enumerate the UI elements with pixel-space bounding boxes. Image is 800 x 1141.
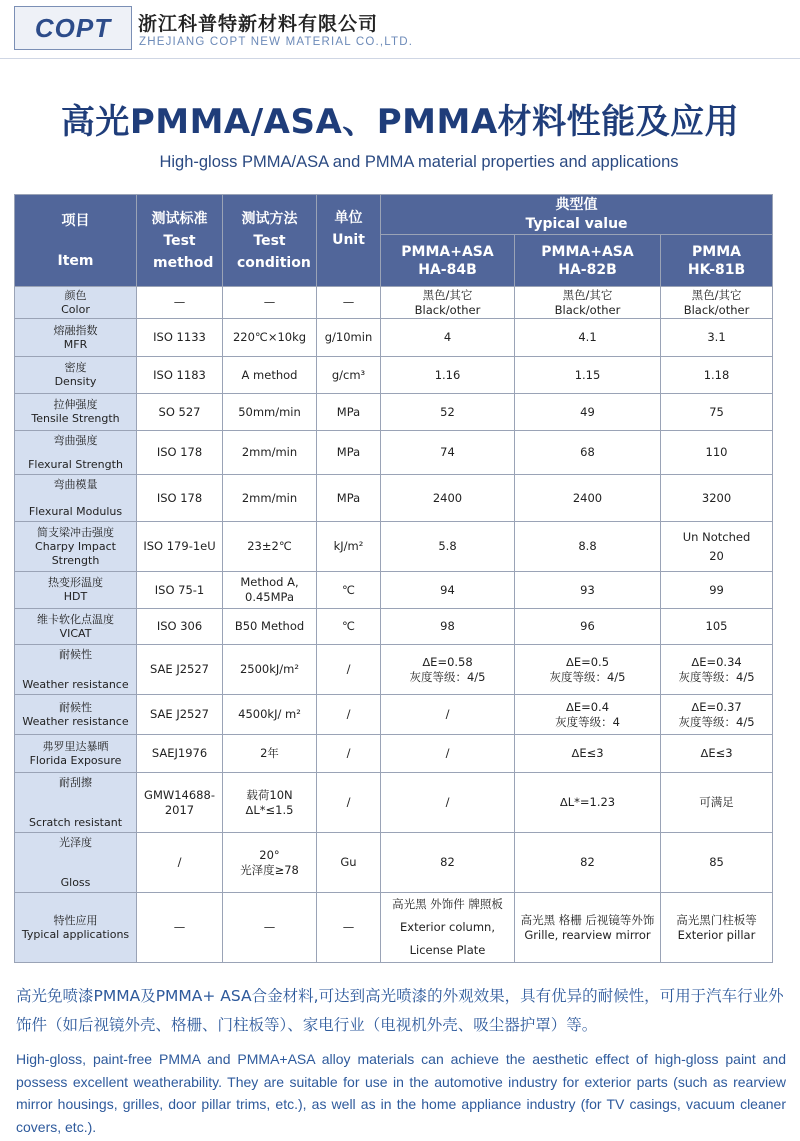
method-cell (223, 431, 317, 475)
method-cell (223, 572, 317, 609)
value-cell-grade-3 (661, 893, 773, 963)
method-text: — (263, 295, 276, 309)
method-text: 23±2℃ (247, 539, 292, 553)
unit-cell (317, 833, 381, 893)
value-cell-grade-3 (661, 394, 773, 431)
value-cell-grade-2 (515, 773, 661, 833)
method-text: 2年 (260, 746, 279, 760)
header-grade-1 (381, 235, 515, 287)
unit-text: ℃ (342, 582, 355, 597)
header-standard-cn: 测试标准 (151, 210, 208, 227)
value-cell-grade-3 (661, 357, 773, 394)
item-line: Florida Exposure (29, 753, 122, 767)
unit-text: kJ/m² (333, 539, 364, 553)
page-header (0, 0, 800, 60)
value-cell-grade-1 (381, 609, 515, 645)
method-text: 2mm/min (241, 490, 298, 505)
item-line: 特性应用 (53, 913, 98, 927)
item-line: Strength (51, 553, 100, 567)
value-line: 82 (580, 855, 595, 869)
value-line: Exterior column, (400, 920, 495, 934)
item-cell (15, 319, 137, 357)
unit-text: — (342, 295, 355, 309)
item-line: Typical applications (21, 927, 130, 941)
value-line: 99 (709, 582, 724, 597)
page-title-cn: 高光PMMA/ASA、PMMA材料性能及应用 (60, 102, 740, 142)
standard-text: ISO 1183 (153, 367, 206, 382)
header-typical-cn: 典型值 (555, 196, 598, 213)
unit-text: MPa (336, 490, 361, 505)
value-cell-grade-3 (661, 572, 773, 609)
value-line: Exterior pillar (677, 927, 756, 942)
method-cell (223, 833, 317, 893)
value-line: Black/other (414, 302, 481, 317)
item-cell (15, 394, 137, 431)
item-cell (15, 522, 137, 572)
value-cell-grade-3 (661, 645, 773, 695)
value-line: ᐃE=0.34 (691, 654, 742, 669)
method-text: — (263, 920, 276, 934)
unit-cell (317, 319, 381, 357)
value-line: 5.8 (438, 539, 457, 553)
standard-text: ISO 75-1 (154, 582, 205, 597)
unit-cell (317, 357, 381, 394)
unit-text: MPa (336, 404, 361, 419)
item-line: MFR (63, 337, 88, 351)
grade-3-name: PMMA (692, 243, 741, 260)
standard-text: SO 527 (158, 404, 201, 419)
value-line: 74 (440, 445, 455, 459)
standard-text: ISO 306 (156, 619, 203, 633)
value-cell-grade-1 (381, 287, 515, 319)
method-cell (223, 735, 317, 773)
value-line: 105 (705, 619, 728, 633)
method-text: 4500kJ/ m² (238, 707, 301, 721)
table-row (15, 319, 773, 357)
table-row (15, 695, 773, 735)
item-line: Color (61, 302, 90, 316)
item-line: 光泽度 (59, 835, 92, 849)
value-cell-grade-3 (661, 833, 773, 893)
unit-cell (317, 394, 381, 431)
value-line: Grille, rearview mirror (524, 927, 651, 942)
value-cell-grade-2 (515, 893, 661, 963)
item-line: Tensile Strength (31, 412, 120, 425)
value-line: 4.1 (578, 330, 597, 344)
table-row (15, 773, 773, 833)
properties-table (14, 194, 773, 963)
method-cell (223, 609, 317, 645)
value-line: 1.15 (574, 367, 601, 382)
item-line: HDT (63, 590, 88, 603)
item-cell (15, 893, 137, 963)
item-line: 简支梁冲击强度 (37, 525, 114, 539)
standard-cell (137, 357, 223, 394)
value-cell-grade-3 (661, 319, 773, 357)
table-row (15, 287, 773, 319)
header-typical (381, 195, 773, 235)
unit-cell (317, 475, 381, 522)
table-row (15, 833, 773, 893)
value-line: 高光黑 外饰件 牌照板 (392, 897, 503, 911)
value-cell-grade-3 (661, 773, 773, 833)
value-cell-grade-3 (661, 431, 773, 475)
value-line: ᐃE=0.4 (565, 699, 610, 714)
item-line: 弯曲模量 (53, 477, 98, 491)
value-cell-grade-2 (515, 319, 661, 357)
value-line: ᐃE≤3 (571, 746, 604, 760)
unit-text: / (346, 746, 351, 760)
standard-cell (137, 522, 223, 572)
unit-text: — (342, 920, 355, 934)
header-divider (0, 58, 800, 59)
item-cell (15, 695, 137, 735)
unit-text: g/cm³ (331, 367, 366, 382)
value-cell-grade-1 (381, 735, 515, 773)
item-line: 弯曲强度 (53, 433, 98, 447)
value-line: 110 (705, 445, 728, 459)
header-typical-en: Typical value (525, 215, 628, 232)
value-cell-grade-1 (381, 572, 515, 609)
header-grade-2 (515, 235, 661, 287)
value-cell-grade-1 (381, 833, 515, 893)
value-line: 96 (580, 619, 595, 633)
standard-text: SAE J2527 (150, 707, 209, 721)
value-cell-grade-2 (515, 609, 661, 645)
value-cell-grade-1 (381, 475, 515, 522)
value-cell-grade-3 (661, 735, 773, 773)
table-row (15, 475, 773, 522)
method-cell (223, 475, 317, 522)
method-text: 220℃×10kg (232, 330, 307, 344)
table-row (15, 357, 773, 394)
standard-cell (137, 431, 223, 475)
standard-text: SAEJ1976 (151, 746, 208, 760)
grade-3-code: HK-81B (687, 261, 746, 278)
value-cell-grade-1 (381, 645, 515, 695)
method-cell (223, 522, 317, 572)
value-line: 高光黑门柱板等 (676, 912, 757, 927)
standard-cell (137, 773, 223, 833)
item-line: Gloss (60, 875, 91, 889)
method-cell (223, 645, 317, 695)
method-text: 2500kJ/m² (239, 662, 299, 676)
item-line: Weather resistance (22, 677, 129, 691)
value-line: 49 (580, 404, 595, 419)
method-cell (223, 319, 317, 357)
item-line: Flexural Modulus (28, 504, 123, 518)
value-cell-grade-2 (515, 287, 661, 319)
standard-text: — (173, 295, 186, 309)
value-line: 高光黑 格栅 后视镜等外饰 (520, 912, 655, 927)
value-cell-grade-3 (661, 475, 773, 522)
method-text: Method A, 0.45MPa (240, 575, 299, 604)
unit-text: g/10min (324, 330, 373, 344)
value-line: 2400 (432, 490, 463, 505)
value-cell-grade-2 (515, 522, 661, 572)
unit-cell (317, 773, 381, 833)
value-line: 2400 (572, 490, 603, 505)
unit-text: Gu (340, 855, 357, 869)
value-cell-grade-2 (515, 475, 661, 522)
item-line: 耐候性 (59, 647, 92, 661)
standard-cell (137, 893, 223, 963)
method-text: B50 Method (234, 619, 305, 633)
item-cell (15, 431, 137, 475)
value-line: 82 (440, 855, 455, 869)
grade-2-name: PMMA+ASA (541, 243, 634, 260)
method-text: 2mm/min (241, 445, 298, 459)
value-cell-grade-3 (661, 695, 773, 735)
header-grade-3 (661, 235, 773, 287)
value-cell-grade-1 (381, 357, 515, 394)
standard-cell (137, 572, 223, 609)
value-cell-grade-2 (515, 833, 661, 893)
unit-text: ℃ (342, 619, 355, 633)
header-unit (317, 195, 381, 287)
value-cell-grade-2 (515, 394, 661, 431)
unit-cell (317, 645, 381, 695)
header-unit-cn: 单位 (334, 210, 363, 226)
grade-1-name: PMMA+ASA (401, 243, 494, 260)
value-line: Black/other (683, 302, 750, 317)
value-line: 灰度等级：4/5 (678, 669, 755, 684)
standard-text: ISO 1133 (153, 330, 206, 344)
value-line: 20 (709, 548, 724, 563)
value-line: 75 (709, 404, 724, 419)
unit-cell (317, 735, 381, 773)
unit-cell (317, 522, 381, 572)
standard-cell (137, 645, 223, 695)
item-cell (15, 572, 137, 609)
value-line: ᐃE=0.5 (565, 654, 610, 669)
value-line: 黑色/其它 (562, 287, 613, 302)
unit-cell (317, 695, 381, 735)
item-line: 弗罗里达暴晒 (42, 739, 109, 753)
value-cell-grade-3 (661, 287, 773, 319)
unit-text: / (346, 795, 351, 809)
table-row (15, 609, 773, 645)
value-line: 8.8 (578, 539, 597, 553)
value-cell-grade-1 (381, 695, 515, 735)
item-cell (15, 773, 137, 833)
standard-cell (137, 319, 223, 357)
value-cell-grade-1 (381, 431, 515, 475)
value-line: / (445, 795, 450, 809)
standard-cell (137, 735, 223, 773)
company-name-en: ZHEJIANG COPT NEW MATERIAL CO.,LTD. (139, 36, 414, 48)
method-text: 载荷10N ᐃL*≤1.5 (245, 787, 294, 817)
item-cell (15, 645, 137, 695)
standard-cell (137, 394, 223, 431)
grade-1-code: HA-84B (418, 261, 477, 278)
header-item-cn: 项目 (61, 212, 90, 229)
header-standard-en: Test method (153, 232, 214, 271)
standard-cell (137, 475, 223, 522)
item-cell (15, 609, 137, 645)
header-item-en: Item (57, 252, 94, 269)
value-cell-grade-2 (515, 695, 661, 735)
value-line: Un Notched (682, 529, 751, 544)
unit-cell (317, 287, 381, 319)
item-cell (15, 475, 137, 522)
item-line: Scratch resistant (28, 815, 123, 829)
value-cell-grade-1 (381, 319, 515, 357)
header-item (15, 195, 137, 287)
unit-text: / (346, 707, 351, 721)
value-cell-grade-2 (515, 431, 661, 475)
value-line: 灰度等级：4/5 (409, 669, 486, 684)
value-cell-grade-3 (661, 609, 773, 645)
standard-cell (137, 609, 223, 645)
page-title-en: High-gloss PMMA/ASA and PMMA material properties and applications (159, 153, 679, 171)
table-row (15, 431, 773, 475)
value-cell-grade-1 (381, 522, 515, 572)
value-line: 可满足 (699, 795, 734, 809)
value-line: 1.18 (703, 367, 730, 382)
value-cell-grade-1 (381, 773, 515, 833)
table-row (15, 572, 773, 609)
method-cell (223, 695, 317, 735)
item-line: 拉伸强度 (53, 398, 98, 411)
value-line: 灰度等级：4 (555, 714, 620, 729)
method-text: A method (241, 367, 298, 382)
standard-text: ISO 178 (156, 490, 203, 505)
item-line: Flexural Strength (28, 457, 123, 471)
company-logo (14, 6, 132, 50)
item-line: Density (54, 375, 97, 388)
standard-cell (137, 833, 223, 893)
item-line: Weather resistance (22, 714, 129, 728)
value-cell-grade-2 (515, 357, 661, 394)
value-line: 黑色/其它 (691, 287, 742, 302)
item-line: 耐刮擦 (59, 775, 92, 789)
item-cell (15, 287, 137, 319)
value-line: 3200 (701, 490, 732, 505)
method-cell (223, 357, 317, 394)
header-unit-en: Unit (332, 232, 365, 248)
header-standard (137, 195, 223, 287)
value-line: 灰度等级：4/5 (678, 714, 755, 729)
value-line: ᐃL*=1.23 (559, 795, 616, 809)
method-cell (223, 773, 317, 833)
value-line: 68 (580, 445, 595, 459)
item-line: Charpy Impact (35, 539, 116, 553)
logo-text: COPT (34, 12, 112, 43)
method-cell (223, 394, 317, 431)
method-text: 20° 光泽度≥78 (240, 847, 299, 877)
value-line: 52 (440, 404, 455, 419)
value-line: 4 (443, 330, 452, 344)
item-cell (15, 833, 137, 893)
item-line: 耐候性 (59, 700, 92, 714)
standard-text: ISO 179-1eU (143, 539, 216, 553)
standard-cell (137, 287, 223, 319)
table-row (15, 645, 773, 695)
standard-cell (137, 695, 223, 735)
unit-cell (317, 572, 381, 609)
item-line: 颜色 (64, 288, 87, 302)
company-name-cn: 浙江科普特新材料有限公司 (138, 13, 379, 35)
value-cell-grade-3 (661, 522, 773, 572)
unit-text: MPa (336, 445, 361, 459)
item-line: 熔融指数 (53, 323, 98, 337)
value-line: / (445, 707, 450, 721)
standard-text: SAE J2527 (150, 662, 209, 676)
item-line: VICAT (59, 626, 92, 640)
standard-text: — (173, 920, 186, 934)
value-cell-grade-2 (515, 735, 661, 773)
table-row (15, 893, 773, 963)
item-line: 密度 (64, 361, 87, 374)
value-cell-grade-1 (381, 394, 515, 431)
value-line: 98 (440, 619, 455, 633)
value-cell-grade-2 (515, 645, 661, 695)
method-text: 50mm/min (238, 404, 301, 419)
standard-text: GMW14688- 2017 (144, 787, 215, 817)
description-en: High-gloss, paint-free PMMA and PMMA+ASA alloy materials can achieve the aesthetic effect of high-gloss paint and possess excellent weatherability. They are suitable for use in the automotive industry for exterior parts (such as rearview mirror housings, grilles, door pillar trims, etc.), as well as in the home appliance industry (for TV casings, vacuum cleaner covers, etc.). (16, 1051, 786, 1135)
value-line: 3.1 (707, 330, 726, 344)
item-line: 维卡软化点温度 (37, 612, 114, 626)
header-method-cn: 测试方法 (241, 210, 298, 227)
standard-text: ISO 178 (156, 445, 203, 459)
header-method (223, 195, 317, 287)
value-line: Black/other (554, 302, 621, 317)
method-cell (223, 893, 317, 963)
table-row (15, 394, 773, 431)
value-line: 94 (440, 582, 455, 597)
standard-text: / (177, 855, 182, 869)
item-cell (15, 735, 137, 773)
grade-2-code: HA-82B (558, 261, 617, 278)
unit-cell (317, 893, 381, 963)
value-line: 灰度等级：4/5 (549, 669, 626, 684)
table-row (15, 735, 773, 773)
value-line: ᐃE≤3 (700, 746, 733, 760)
table-body (15, 287, 773, 963)
method-cell (223, 287, 317, 319)
unit-text: / (346, 662, 351, 676)
value-line: 93 (580, 582, 595, 597)
value-line: / (445, 746, 450, 760)
value-cell-grade-1 (381, 893, 515, 963)
value-line: 85 (709, 855, 724, 869)
value-line: 1.16 (434, 367, 461, 382)
unit-cell (317, 609, 381, 645)
value-line: License Plate (409, 943, 486, 957)
description-cn: 高光免喷漆PMMA及PMMA+ ASA合金材料,可达到高光喷漆的外观效果，具有优异的耐候性，可用于汽车行业外饰件（如后视镜外壳、格栅、门柱板等）、家电行业（电视机外壳、吸尘器护罩）等。 (16, 987, 784, 1034)
unit-cell (317, 431, 381, 475)
table-row (15, 522, 773, 572)
value-cell-grade-2 (515, 572, 661, 609)
header-method-en: Test condition (237, 232, 311, 271)
value-line: ᐃE=0.37 (691, 699, 742, 714)
item-line: 热变形温度 (48, 576, 103, 589)
value-line: 黑色/其它 (422, 287, 473, 302)
item-cell (15, 357, 137, 394)
value-line: ᐃE=0.58 (422, 654, 473, 669)
